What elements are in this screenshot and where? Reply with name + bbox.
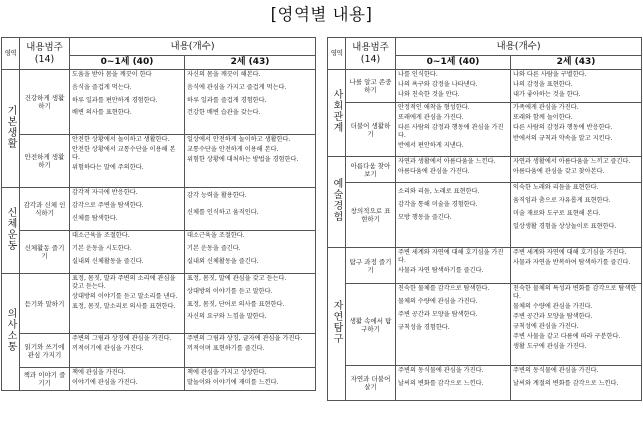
content-cell: 대소근육을 조절한다. 기본 운동을 즐긴다. 실내외 신체활동을 즐긴다. <box>185 231 316 274</box>
age-0-1-header: 0~1세 (40) <box>70 56 185 70</box>
content-cell: 소리와 리듬, 노래로 표현한다. 감각을 통해 미술을 경험한다. 모방 행동을 즐긴다. <box>396 183 511 248</box>
area-label: 신체운동 <box>2 188 20 274</box>
category-label: 탐구 과정 즐기기 <box>346 248 396 284</box>
content-cell: 안정적인 애착을 형성한다. 또래에게 관심을 가진다. 다른 사람의 감정과 행동에 관심을 가진다. 반에서 편안하게 지낸다. <box>396 103 511 157</box>
area-label: 자연탐구 <box>328 248 346 401</box>
content-cell: 친숙한 물체의 특성과 변화를 감각으로 탐색한다. 물체의 수량에 관심을 가진다. 주변 공간과 모양을 탐색한다. 규칙성에 관심을 가진다. 주변 사물을 같고 다름에 따라 구분한다. 생활 도구에 관심을 가진다. <box>511 284 642 366</box>
area-header: 영역 <box>328 38 346 70</box>
area-label: 기본생활 <box>2 70 20 188</box>
content-cell: 가족에게 관심을 가진다. 또래와 함께 놀이한다. 다른 사람의 감정과 행동에 반응한다. 반에서의 규칙과 약속을 알고 지킨다. <box>511 103 642 157</box>
content-cell: 주변 세계와 자연에 대해 호기심을 가진다. 사물과 자연을 반복하여 탐색하기를 즐긴다. <box>511 248 642 284</box>
content-cell: 주변 세계와 자연에 대해 호기심을 가진다. 사물과 자연 탐색하기를 즐긴다. <box>396 248 511 284</box>
content-cell: 자연과 생활에서 아름다움을 느끼고 즐긴다. 아름다움에 관심을 갖고 찾아본다. <box>511 157 642 183</box>
area-label: 의사소통 <box>2 274 20 391</box>
category-header: 내용범주 (14) <box>20 38 70 70</box>
category-label: 창의적으로 표현하기 <box>346 183 396 248</box>
content-cell: 자신의 몸을 깨끗이 해본다. 음식에 관심을 가지고 즐겁게 먹는다. 하루 일과를 즐겁게 경험한다. 건강한 배변 습관을 갖는다. <box>185 70 316 135</box>
content-cell: 나와 다른 사람을 구별한다. 나의 감정을 표현한다. 내가 좋아하는 것을 한다. <box>511 70 642 103</box>
content-cell: 나를 인식한다. 나의 욕구와 감정을 나타낸다. 나와 친숙한 것을 안다. <box>396 70 511 103</box>
content-cell: 대소근육을 조절한다. 기본 운동을 시도한다. 실내외 신체활동을 즐긴다. <box>70 231 185 274</box>
category-label: 건강하게 생활하기 <box>20 70 70 135</box>
content-cell: 표정, 몸짓, 말에 관심을 갖고 듣는다. 상대방의 이야기를 듣고 말한다. 표정, 몸짓, 단어로 의사를 표현한다. 자신의 요구와 느낌을 말한다. <box>185 274 316 334</box>
content-cell: 익숙한 노래와 리듬을 표현한다. 움직임과 춤으로 자유롭게 표현한다. 미술 재료와 도구로 표현해 본다. 일상생활 경험을 상상놀이로 표현한다. <box>511 183 642 248</box>
content-cell: 주변의 동식물에 관심을 가진다. 날씨의 변화를 감각으로 느낀다. <box>396 366 511 401</box>
category-label: 자연과 더불어 살기 <box>346 366 396 401</box>
content-cell: 책에 관심을 가진다. 이야기에 관심을 가진다. <box>70 368 185 391</box>
content-cell: 일상에서 안전하게 놀이하고 생활한다. 교통수단을 안전하게 이용해 본다. 위험한 상황에 대처하는 방법을 경험한다. <box>185 135 316 188</box>
category-label: 신체활동 즐기기 <box>20 231 70 274</box>
content-header: 내용(개수) <box>70 38 316 56</box>
content-cell: 책에 관심을 가지고 상상한다. 말놀이와 이야기에 재미를 느낀다. <box>185 368 316 391</box>
category-label: 더불어 생활하기 <box>346 103 396 157</box>
category-label: 아름다움 찾아보기 <box>346 157 396 183</box>
category-label: 안전하게 생활하기 <box>20 135 70 188</box>
category-label: 생활 속에서 탐구하기 <box>346 284 396 366</box>
category-header: 내용범주 (14) <box>346 38 396 70</box>
content-cell: 감각 능력을 활용한다. 신체를 인식하고 움직인다. <box>185 188 316 231</box>
area-header: 영역 <box>2 38 20 70</box>
content-cell: 안전한 상황에서 놀이하고 생활한다. 안전한 상황에서 교통수단을 이용해 본다. 위험하다는 말에 주의한다. <box>70 135 185 188</box>
content-table-right <box>327 37 642 401</box>
content-cell: 감각적 자극에 반응한다. 감각으로 주변을 탐색한다. 신체를 탐색한다. <box>70 188 185 231</box>
age-0-1-header: 0~1세 (40) <box>396 56 511 70</box>
category-label: 읽기와 쓰기에 관심 가지기 <box>20 334 70 368</box>
age-2-header: 2세 (43) <box>185 56 316 70</box>
content-cell: 도움을 받아 몸을 깨끗이 한다 음식을 즐겁게 먹는다. 하루 일과를 편안하게 경험한다. 배변 의사를 표현한다. <box>70 70 185 135</box>
age-2-header: 2세 (43) <box>511 56 642 70</box>
content-cell: 주변의 그림과 상징, 글자에 관심을 가진다. 끼적이며 표현하기를 즐긴다. <box>185 334 316 368</box>
content-cell: 친숙한 물체를 감각으로 탐색한다. 물체의 수량에 관심을 가진다. 주변 공간과 모양을 탐색한다. 규칙성을 경험한다. <box>396 284 511 366</box>
content-cell: 주변의 동식물에 관심을 가진다. 날씨와 계절의 변화를 감각으로 느낀다. <box>511 366 642 401</box>
content-cell: 주변의 그림과 상징에 관심을 가진다. 끼적이기에 관심을 가진다. <box>70 334 185 368</box>
content-cell: 표정, 몸짓, 말과 주변의 소리에 관심을 갖고 듣는다. 상대방의 이야기를 듣고 말소리를 낸다. 표정, 몸짓, 말소리로 의사를 표현한다. <box>70 274 185 334</box>
category-label: 감각과 신체 인식하기 <box>20 188 70 231</box>
content-table-left <box>1 37 316 391</box>
category-label: 듣기와 말하기 <box>20 274 70 334</box>
content-header: 내용(개수) <box>396 38 642 56</box>
category-label: 책과 이야기 즐기기 <box>20 368 70 391</box>
page-title: [영역별 내용] <box>270 5 373 24</box>
category-label: 나를 알고 존중하기 <box>346 70 396 103</box>
content-cell: 자연과 생활에서 아름다움을 느낀다. 아름다움에 관심을 가진다. <box>396 157 511 183</box>
area-label: 사회관계 <box>328 70 346 157</box>
area-label: 예술경험 <box>328 157 346 248</box>
